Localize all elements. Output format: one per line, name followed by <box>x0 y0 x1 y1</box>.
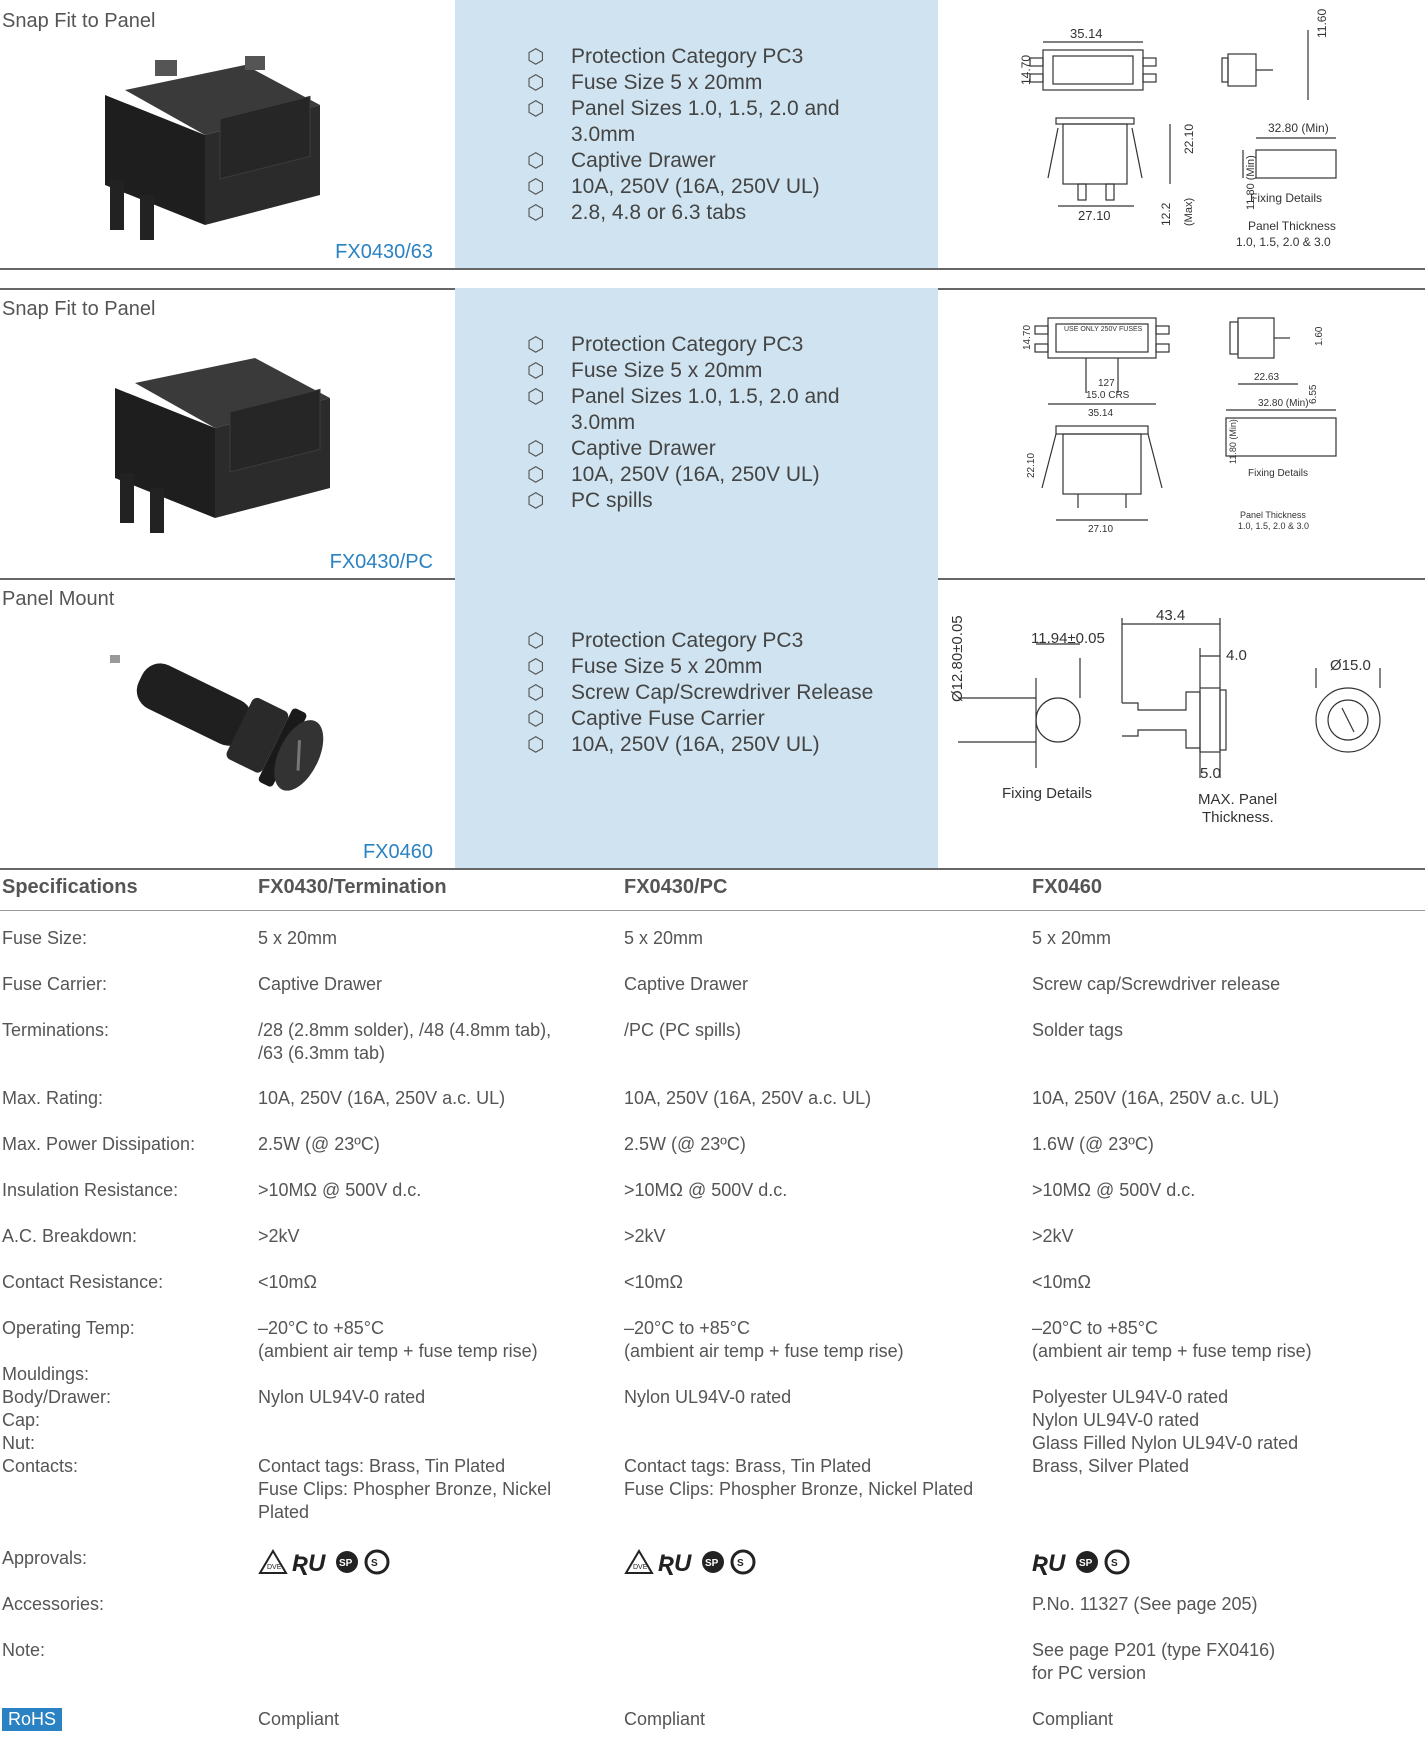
cell-value: <10mΩ <box>258 1272 317 1292</box>
dimension-label: 5.0 <box>1200 765 1221 782</box>
feature-item: ⬡ Fuse Size 5 x 20mm <box>527 655 763 678</box>
row-label: Note: <box>2 1640 46 1660</box>
feature-item: ⬡ Protection Category PC3 <box>527 333 804 356</box>
hexagon-bullet-icon: ⬡ <box>527 150 545 172</box>
technical-drawing <box>938 0 1425 268</box>
specifications-table <box>0 870 1425 1729</box>
svg-text:U: U <box>308 1550 326 1575</box>
cell-value: >2kV <box>624 1226 666 1246</box>
cell-value: >10MΩ @ 500V d.c. <box>1032 1180 1196 1200</box>
hexagon-bullet-icon: ⬡ <box>527 176 545 198</box>
panel-thickness-values: Thickness. <box>1202 809 1274 826</box>
svg-text:SP: SP <box>339 1558 353 1569</box>
cell-value: 5 x 20mm <box>258 928 338 948</box>
row-label: Contact Resistance: <box>2 1272 164 1292</box>
dimension-label: 27.10 <box>1088 524 1114 535</box>
vde-icon <box>258 1549 288 1575</box>
fixing-details-label: Fixing Details <box>1248 468 1309 479</box>
cell-value: –20°C to +85°C (ambient air temp + fuse temp rise) <box>1032 1318 1312 1361</box>
cell-value: Captive Drawer <box>258 974 383 994</box>
feature-item: ⬡ PC spills <box>527 489 653 512</box>
fuse-holder-drawer-photo <box>105 343 345 533</box>
dimension-label: 127 <box>1098 378 1115 389</box>
panel-thickness-label: MAX. Panel <box>1198 791 1278 808</box>
dimension-label: 12.2 <box>1159 202 1173 226</box>
product-category: Snap Fit to Panel <box>2 298 156 320</box>
svg-text:Ʀ: Ʀ <box>1032 1550 1049 1575</box>
feature-item: ⬡ Captive Drawer <box>527 437 716 460</box>
dimension-label: 27.10 <box>1078 208 1111 223</box>
product-code: FX0430/63 <box>335 241 433 263</box>
cell-value: Solder tags <box>1032 1020 1124 1040</box>
cell-value: Screw cap/Screwdriver release <box>1032 974 1281 994</box>
dimension-label: 35.14 <box>1070 26 1103 41</box>
dimension-label: 1.60 <box>1314 326 1325 346</box>
feature-panel <box>455 0 938 268</box>
panel-thickness-values: 1.0, 1.5, 2.0 & 3.0 <box>1238 521 1310 531</box>
cell-value: 5 x 20mm <box>624 928 704 948</box>
cell-value: Contact tags: Brass, Tin Plated Fuse Clips: Phospher Bronze, Nickel Plated <box>624 1456 974 1499</box>
csa-icon <box>334 1549 360 1575</box>
hexagon-bullet-icon: ⬡ <box>527 734 545 756</box>
svg-text:U: U <box>674 1550 692 1575</box>
cell-value: 10A, 250V (16A, 250V a.c. UL) <box>1032 1088 1280 1108</box>
feature-item: ⬡ Protection Category PC3 <box>527 629 804 652</box>
dimension-label: 22.10 <box>1026 452 1037 478</box>
header-specifications: Specifications <box>2 876 138 898</box>
cell-value: <10mΩ <box>624 1272 683 1292</box>
dimension-label: 32.80 (Min) <box>1268 121 1329 135</box>
svg-text:SP: SP <box>1079 1558 1093 1569</box>
ur-icon <box>1032 1549 1072 1575</box>
product-category: Snap Fit to Panel <box>2 10 156 32</box>
row-label: Approvals: <box>2 1548 88 1568</box>
semko-icon <box>1104 1549 1130 1575</box>
cell-value: Polyester UL94V-0 rated Nylon UL94V-0 rated Glass Filled Nylon UL94V-0 rated <box>1032 1387 1299 1453</box>
feature-item: ⬡ Screw Cap/Screwdriver Release <box>527 681 874 704</box>
hexagon-bullet-icon: ⬡ <box>527 630 545 652</box>
csa-icon <box>700 1549 726 1575</box>
dimension-label: 11.60 <box>1315 8 1329 38</box>
svg-text:U: U <box>1048 1550 1066 1575</box>
product-image-panel <box>0 0 455 268</box>
row-label: Accessories: <box>2 1594 105 1614</box>
cell-value: >2kV <box>1032 1226 1074 1246</box>
cell-value: /28 (2.8mm solder), /48 (4.8mm tab), /63 (6.3mm tab) <box>258 1020 552 1063</box>
svg-text:Ʀ: Ʀ <box>658 1550 675 1575</box>
dimension-label: 11.80 (Min) <box>1228 419 1238 464</box>
svg-text:S: S <box>371 1558 378 1569</box>
row-label: A.C. Breakdown: <box>2 1226 138 1246</box>
hexagon-bullet-icon: ⬡ <box>527 386 545 408</box>
feature-item: ⬡ Panel Sizes 1.0, 1.5, 2.0 and 3.0mm <box>527 385 840 434</box>
panel-thickness-label: Panel Thickness <box>1248 219 1336 233</box>
dimension-label: 6.55 <box>1308 384 1319 404</box>
cell-value: Nylon UL94V-0 rated <box>624 1387 792 1407</box>
dimension-label: Ø15.0 <box>1330 657 1371 674</box>
cell-value: 5 x 20mm <box>1032 928 1112 948</box>
hexagon-bullet-icon: ⬡ <box>527 360 545 382</box>
cell-value: 1.6W (@ 23ºC) <box>1032 1134 1154 1154</box>
svg-text:DVE: DVE <box>633 1564 648 1571</box>
cell-value: 2.5W (@ 23ºC) <box>258 1134 380 1154</box>
cell-value: 10A, 250V (16A, 250V a.c. UL) <box>258 1088 506 1108</box>
semko-icon <box>730 1549 756 1575</box>
hexagon-bullet-icon: ⬡ <box>527 490 545 512</box>
header-fx0430-pc: FX0430/PC <box>624 876 728 898</box>
header-fx0460: FX0460 <box>1032 876 1103 898</box>
feature-panel <box>455 288 938 578</box>
cell-value: Compliant <box>624 1709 706 1729</box>
dimension-label: 11.94±0.05 <box>1031 630 1105 647</box>
feature-item: ⬡ Protection Category PC3 <box>527 45 804 68</box>
svg-text:Ʀ: Ʀ <box>292 1550 309 1575</box>
hexagon-bullet-icon: ⬡ <box>527 656 545 678</box>
dimension-label: 22.63 <box>1254 372 1280 383</box>
hexagon-bullet-icon: ⬡ <box>527 98 545 120</box>
header-fx0430-termination: FX0430/Termination <box>258 876 447 898</box>
svg-text:S: S <box>1111 1558 1118 1569</box>
svg-text:S: S <box>737 1558 744 1569</box>
feature-item: ⬡ Fuse Size 5 x 20mm <box>527 359 763 382</box>
hexagon-bullet-icon: ⬡ <box>527 202 545 224</box>
product-block-fx0430-63 <box>0 0 1425 270</box>
cell-value: –20°C to +85°C (ambient air temp + fuse temp rise) <box>258 1318 538 1361</box>
dimension-label: USE ONLY 250V FUSES <box>1064 326 1143 333</box>
feature-list <box>527 628 907 758</box>
cell-value: 2.5W (@ 23ºC) <box>624 1134 746 1154</box>
technical-drawing <box>938 578 1425 868</box>
hexagon-bullet-icon: ⬡ <box>527 72 545 94</box>
panel-mount-fuse-holder-photo <box>110 643 390 823</box>
technical-drawing <box>938 288 1425 578</box>
dimension-label: 4.0 <box>1226 647 1247 664</box>
feature-item: ⬡ Captive Drawer <box>527 149 716 172</box>
ur-icon <box>292 1549 332 1575</box>
feature-panel <box>455 578 938 868</box>
product-category: Panel Mount <box>2 588 115 610</box>
dimension-label: 22.10 <box>1182 123 1196 154</box>
cell-value: See page P201 (type FX0416) for PC version <box>1032 1640 1276 1683</box>
cell-value: Compliant <box>1032 1709 1114 1729</box>
hexagon-bullet-icon: ⬡ <box>527 334 545 356</box>
hexagon-bullet-icon: ⬡ <box>527 682 545 704</box>
feature-item: ⬡ Captive Fuse Carrier <box>527 707 765 730</box>
row-label: Fuse Carrier: <box>2 974 108 994</box>
feature-item: ⬡ 10A, 250V (16A, 250V UL) <box>527 463 820 486</box>
cell-value: Brass, Silver Plated <box>1032 1456 1190 1476</box>
svg-text:SP: SP <box>705 1558 719 1569</box>
row-label: Terminations: <box>2 1020 110 1040</box>
cell-value: Nylon UL94V-0 rated <box>258 1387 426 1407</box>
fuse-holder-drawer-photo <box>95 50 335 240</box>
product-code: FX0460 <box>362 841 433 863</box>
feature-item: ⬡ 10A, 250V (16A, 250V UL) <box>527 733 820 756</box>
rohs-badge: RoHS <box>2 1708 62 1731</box>
ur-icon <box>658 1549 698 1575</box>
cell-value: Contact tags: Brass, Tin Plated Fuse Clips: Phospher Bronze, Nickel Plated <box>258 1456 552 1522</box>
row-label: Contacts: <box>2 1456 79 1476</box>
cell-value: >2kV <box>258 1226 300 1246</box>
cell-value: 10A, 250V (16A, 250V a.c. UL) <box>624 1088 872 1108</box>
cell-value: >10MΩ @ 500V d.c. <box>624 1180 788 1200</box>
feature-list <box>527 44 907 226</box>
product-block-fx0430-pc <box>0 288 1425 580</box>
product-code: FX0430/PC <box>329 551 433 573</box>
hexagon-bullet-icon: ⬡ <box>527 464 545 486</box>
dimension-label: 35.14 <box>1088 408 1114 419</box>
product-image-panel <box>0 288 455 578</box>
semko-icon <box>364 1549 390 1575</box>
csa-icon <box>1074 1549 1100 1575</box>
hexagon-bullet-icon: ⬡ <box>527 708 545 730</box>
row-label: Mouldings: Body/Drawer: Cap: Nut: <box>2 1364 112 1453</box>
row-label: Max. Rating: <box>2 1088 104 1108</box>
vde-icon <box>624 1549 654 1575</box>
feature-list <box>527 332 907 514</box>
dimension-label: 32.80 (Min) <box>1258 398 1309 409</box>
dimension-label: 14.70 <box>1019 54 1033 85</box>
dimension-label: 14.70 <box>1022 324 1033 350</box>
dimension-label: 15.0 CRS <box>1086 390 1130 401</box>
cell-value: P.No. 11327 (See page 205) <box>1032 1594 1258 1614</box>
feature-item: ⬡ 2.8, 4.8 or 6.3 tabs <box>527 201 747 224</box>
row-label: Max. Power Dissipation: <box>2 1134 196 1154</box>
row-label: Operating Temp: <box>2 1318 135 1338</box>
cell-value: <10mΩ <box>1032 1272 1091 1292</box>
dimension-label: 11.80 (Min) <box>1245 155 1257 210</box>
cell-value: /PC (PC spills) <box>624 1020 742 1040</box>
fixing-details-label: Fixing Details <box>1002 785 1093 802</box>
cell-value: Compliant <box>258 1709 340 1729</box>
svg-text:DVE: DVE <box>267 1564 282 1571</box>
dimension-label: (Max) <box>1183 197 1195 226</box>
feature-item: ⬡ Panel Sizes 1.0, 1.5, 2.0 and 3.0mm <box>527 97 840 146</box>
product-image-panel <box>0 578 455 868</box>
product-block-fx0460 <box>0 578 1425 870</box>
row-label: Insulation Resistance: <box>2 1180 179 1200</box>
panel-thickness-values: 1.0, 1.5, 2.0 & 3.0 <box>1236 235 1331 249</box>
panel-thickness-label: Panel Thickness <box>1240 510 1306 520</box>
cell-value: –20°C to +85°C (ambient air temp + fuse temp rise) <box>624 1318 904 1361</box>
hexagon-bullet-icon: ⬡ <box>527 438 545 460</box>
cell-value: Captive Drawer <box>624 974 749 994</box>
dimension-label: 43.4 <box>1156 607 1186 624</box>
row-label: Fuse Size: <box>2 928 88 948</box>
dimension-label: Ø12.80±0.05 <box>949 615 966 702</box>
fixing-details-label: Fixing Details <box>1250 191 1323 205</box>
hexagon-bullet-icon: ⬡ <box>527 46 545 68</box>
cell-value: >10MΩ @ 500V d.c. <box>258 1180 422 1200</box>
feature-item: ⬡ Fuse Size 5 x 20mm <box>527 71 763 94</box>
feature-item: ⬡ 10A, 250V (16A, 250V UL) <box>527 175 820 198</box>
specifications-header-row <box>0 870 1425 911</box>
